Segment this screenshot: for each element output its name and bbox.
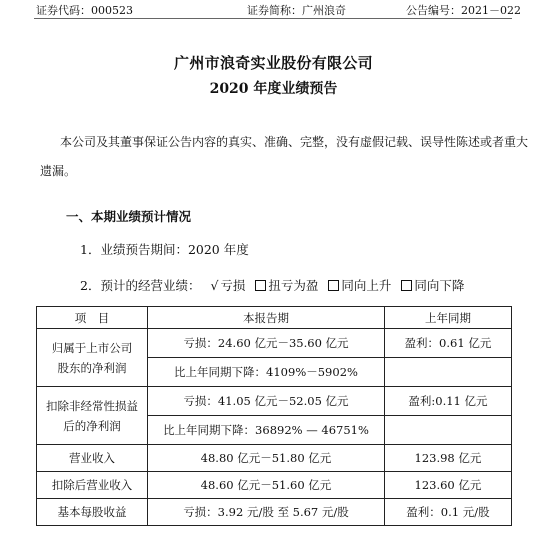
option-turnaround	[255, 278, 318, 293]
forecast-type	[80, 276, 464, 294]
row-item-line: 扣除非经常性损益	[46, 398, 139, 413]
row-current: 亏损：41.05 亿元－52.05 亿元	[148, 387, 385, 416]
row-prior-empty	[384, 358, 511, 387]
option-loss	[210, 278, 245, 293]
option-label: 扭亏为盈	[268, 278, 319, 293]
row-prior: 盈利：0.61 亿元	[384, 329, 511, 358]
header-current: 本报告期	[148, 307, 385, 329]
check-mark-icon: √	[210, 278, 219, 293]
disclaimer-line-2: 遗漏。	[40, 164, 77, 178]
row-item-line: 股东的净利润	[57, 360, 127, 375]
row-item: 营业收入	[37, 445, 148, 472]
table-row	[37, 445, 512, 472]
row-item: 扣除后营业收入	[37, 472, 148, 499]
row-item	[37, 387, 148, 445]
checkbox-empty-icon	[255, 280, 266, 291]
checkbox-empty-icon	[328, 280, 339, 291]
table-row	[37, 387, 512, 416]
row-current: 亏损：3.92 元/股 至 5.67 元/股	[148, 499, 385, 526]
row-item: 基本每股收益	[37, 499, 148, 526]
header-divider	[34, 18, 512, 19]
row-prior: 盈利：0.1 元/股	[384, 499, 511, 526]
option-label: 同向下降	[414, 278, 465, 293]
option-label: 同向上升	[341, 278, 392, 293]
table-row	[37, 499, 512, 526]
row-prior: 123.98 亿元	[384, 445, 511, 472]
option-increase	[328, 278, 391, 293]
row-change: 比上年同期下降：36892% — 46751%	[148, 416, 385, 445]
row-prior: 123.60 亿元	[384, 472, 511, 499]
row-current: 亏损：24.60 亿元－35.60 亿元	[148, 329, 385, 358]
row-current: 48.80 亿元－51.80 亿元	[148, 445, 385, 472]
header-item: 项 目	[37, 307, 148, 329]
row-item-line: 后的净利润	[63, 418, 121, 433]
forecast-period: 1．业绩预告期间：2020 年度	[80, 242, 249, 257]
disclaimer-line-1: 本公司及其董事保证公告内容的真实、准确、完整，没有虚假记载、误导性陈述或者重大	[60, 135, 529, 149]
row-change: 比上年同期下降：4109%－5902%	[148, 358, 385, 387]
section-heading: 一、本期业绩预计情况	[66, 209, 192, 224]
table-header-row	[37, 307, 512, 329]
option-label: 亏损	[220, 278, 246, 293]
table-row	[37, 472, 512, 499]
company-title: 广州市浪奇实业股份有限公司	[174, 54, 373, 72]
header-prior: 上年同期	[384, 307, 511, 329]
table-row	[37, 329, 512, 358]
stock-code: 证券代码：000523	[36, 4, 133, 17]
forecast-type-label: 2．预计的经营业绩：	[80, 278, 201, 293]
performance-table	[36, 306, 512, 526]
checkbox-empty-icon	[401, 280, 412, 291]
option-decrease	[401, 278, 464, 293]
page-header	[0, 0, 547, 16]
report-title: 2020 年度业绩预告	[209, 81, 338, 97]
row-item-line: 归属于上市公司	[51, 340, 133, 355]
row-current: 48.60 亿元－51.60 亿元	[148, 472, 385, 499]
row-item	[37, 329, 148, 387]
stock-name: 证券简称：广州浪奇	[247, 4, 346, 17]
row-prior-empty	[384, 416, 511, 445]
row-prior: 盈利:0.11 亿元	[384, 387, 511, 416]
notice-number: 公告编号：2021－022	[406, 4, 521, 17]
